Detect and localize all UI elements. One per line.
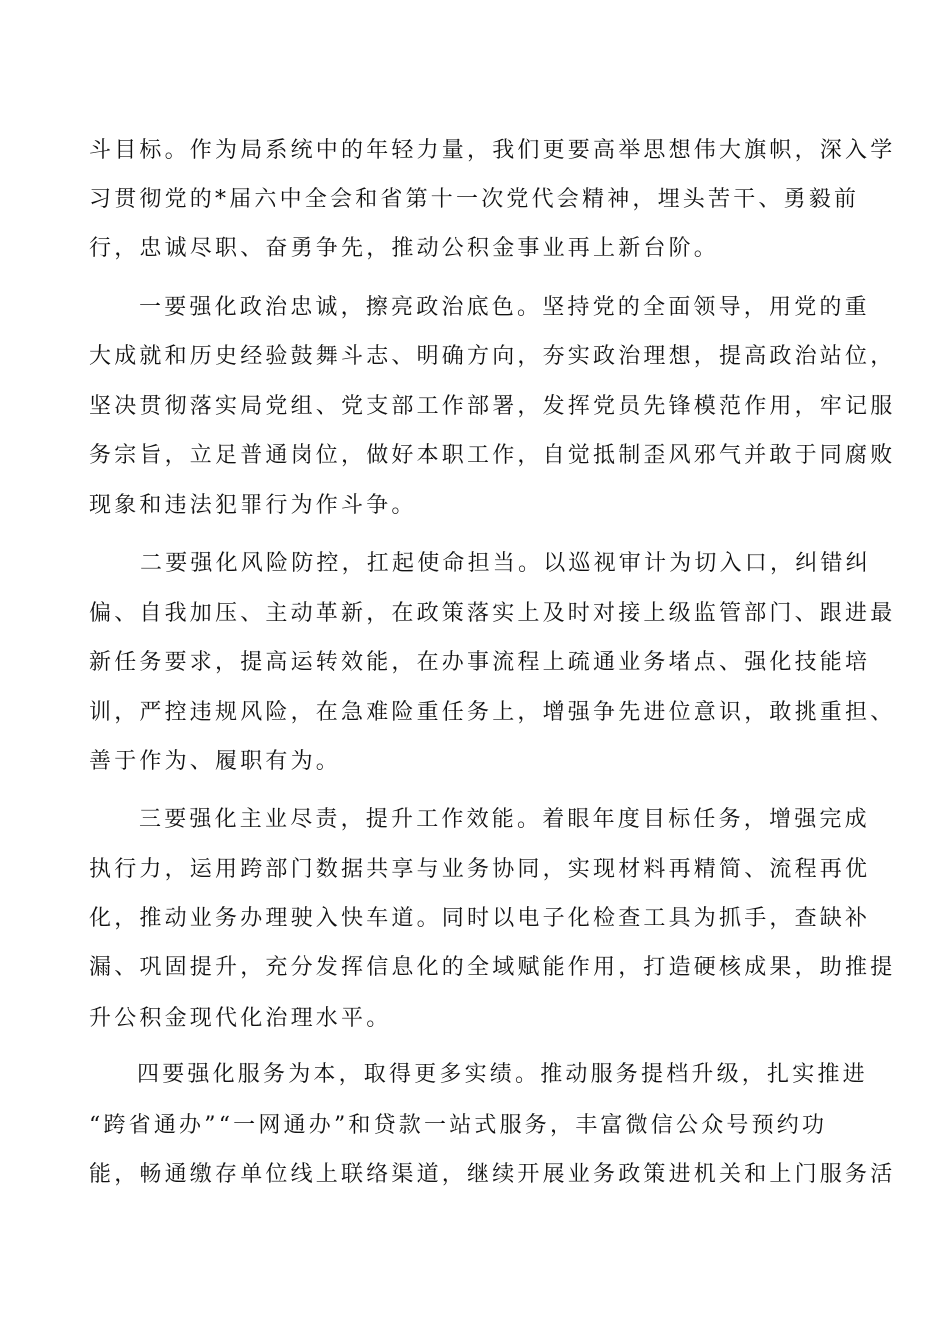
text-line: 能，畅通缴存单位线上联络渠道，继续开展业务政策进机关和上门服务活 — [89, 1162, 896, 1187]
text-line: 二要强化风险防控，扛起使命担当。以巡视审计为切入口，纠错纠 — [140, 551, 871, 576]
text-line: 升公积金现代化治理水平。 — [89, 1006, 392, 1031]
text-line: 行，忠诚尽职、奋勇争先，推动公积金事业再上新台阶。 — [89, 236, 720, 261]
text-line: 务宗旨，立足普通岗位，做好本职工作，自觉抵制歪风邪气并敢于同腐败 — [89, 443, 896, 468]
text-line: 漏、巩固提升，充分发挥信息化的全域赋能作用，打造硬核成果，助推提 — [89, 955, 896, 980]
text-line: 现象和违法犯罪行为作斗争。 — [89, 493, 417, 518]
text-line: 四要强化服务为本，取得更多实绩。推动服务提档升级，扎实推进 — [137, 1062, 868, 1087]
text-line: “跨省通办”“一网通办”和贷款一站式服务，丰富微信公众号预约功 — [89, 1113, 828, 1138]
text-line: 习贯彻党的*届六中全会和省第十一次党代会精神，埋头苦干、勇毅前 — [89, 187, 860, 212]
text-line: 一要强化政治忠诚，擦亮政治底色。坚持党的全面领导，用党的重 — [139, 295, 870, 320]
text-line: 执行力，运用跨部门数据共享与业务协同，实现材料再精简、流程再优 — [89, 857, 871, 882]
text-line: 三要强化主业尽责，提升工作效能。着眼年度目标任务，增强完成 — [139, 807, 870, 832]
text-line: 偏、自我加压、主动革新，在政策落实上及时对接上级监管部门、跟进最 — [89, 601, 896, 626]
text-line: 善于作为、履职有为。 — [89, 749, 342, 774]
text-line: 新任务要求，提高运转效能，在办事流程上疏通业务堵点、强化技能培 — [89, 650, 871, 675]
text-line: 坚决贯彻落实局党组、党支部工作部署，发挥党员先锋模范作用，牢记服 — [89, 394, 896, 419]
text-line: 训，严控违规风险，在急难险重任务上，增强争先进位意识，敢挑重担、 — [89, 700, 896, 725]
text-line: 化，推动业务办理驶入快车道。同时以电子化检查工具为抓手，查缺补 — [89, 906, 871, 931]
text-line: 大成就和历史经验鼓舞斗志、明确方向，夯实政治理想，提高政治站位， — [89, 344, 896, 369]
text-line: 斗目标。作为局系统中的年轻力量，我们更要高举思想伟大旗帜，深入学 — [89, 138, 896, 163]
